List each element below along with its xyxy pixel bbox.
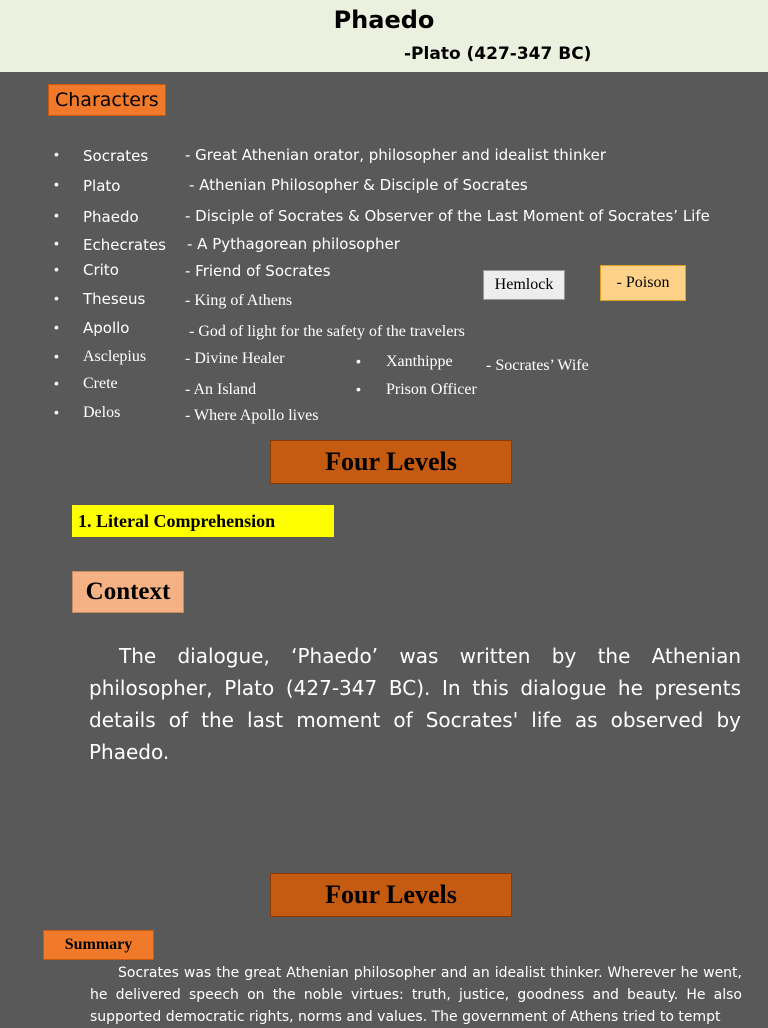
bullet: • [54, 261, 59, 277]
character-name: Asclepius [83, 348, 147, 365]
character-name: Theseus [83, 290, 146, 308]
character-desc: - Great Athenian orator, philosopher and idealist thinker [185, 146, 606, 164]
page-header [0, 0, 768, 72]
character-name: Delos [83, 404, 121, 421]
page-title: Phaedo [333, 6, 435, 34]
bullet: • [54, 235, 59, 251]
four-levels-heading: Four Levels [270, 440, 512, 484]
summary-label: Summary [43, 930, 154, 960]
character-desc: - God of light for the safety of the travelers [189, 323, 465, 340]
bullet: • [54, 146, 59, 162]
characters-label: Characters [48, 84, 166, 116]
literal-comprehension-label: 1. Literal Comprehension [72, 505, 334, 537]
character-name: Echecrates [83, 236, 166, 254]
character-desc: - A Pythagorean philosopher [187, 235, 400, 253]
hemlock-label: Hemlock [483, 270, 565, 300]
character-name: Socrates [83, 147, 149, 165]
character-name: Crete [83, 375, 118, 392]
character-name: Phaedo [83, 208, 139, 226]
character-desc: - Where Apollo lives [185, 407, 319, 424]
character-name: Prison Officer [386, 381, 477, 398]
bullet: • [54, 319, 59, 335]
character-desc: - Divine Healer [185, 350, 285, 367]
character-desc: - King of Athens [185, 292, 293, 309]
four-levels-heading-2: Four Levels [270, 873, 512, 917]
character-desc: - Socrates’ Wife [486, 357, 589, 374]
bullet: • [54, 404, 59, 420]
context-label: Context [72, 571, 184, 613]
bullet: • [54, 176, 59, 192]
character-desc: - Disciple of Socrates & Observer of the Last Moment of Socrates’ Life [185, 207, 710, 225]
character-name: Plato [83, 177, 121, 195]
bullet: • [54, 207, 59, 223]
character-name: Apollo [83, 319, 130, 337]
bullet: • [356, 353, 361, 369]
poison-label: - Poison [600, 265, 686, 301]
character-desc: - An Island [185, 381, 257, 398]
page-subtitle: -Plato (427-347 BC) [404, 44, 592, 64]
character-name: Crito [83, 261, 119, 279]
bullet: • [54, 348, 59, 364]
summary-paragraph: Socrates was the great Athenian philosopher and an idealist thinker. Wherever he went, he delivered speech on the noble virtues: truth, justice, goodness and beauty. He also supported democratic rights, norms and values. The government of Athens tried to tempt [90, 965, 742, 1025]
character-desc: - Athenian Philosopher & Disciple of Socrates [189, 176, 528, 194]
character-name: Xanthippe [386, 353, 453, 370]
bullet: • [356, 381, 361, 397]
context-paragraph: The dialogue, ‘Phaedo’ was written by the Athenian philosopher, Plato (427-347 BC). In this dialogue he presents details of the last moment of Socrates' life as observed by Phaedo. [89, 644, 741, 764]
bullet: • [54, 290, 59, 306]
bullet: • [54, 375, 59, 391]
character-desc: - Friend of Socrates [185, 262, 331, 280]
